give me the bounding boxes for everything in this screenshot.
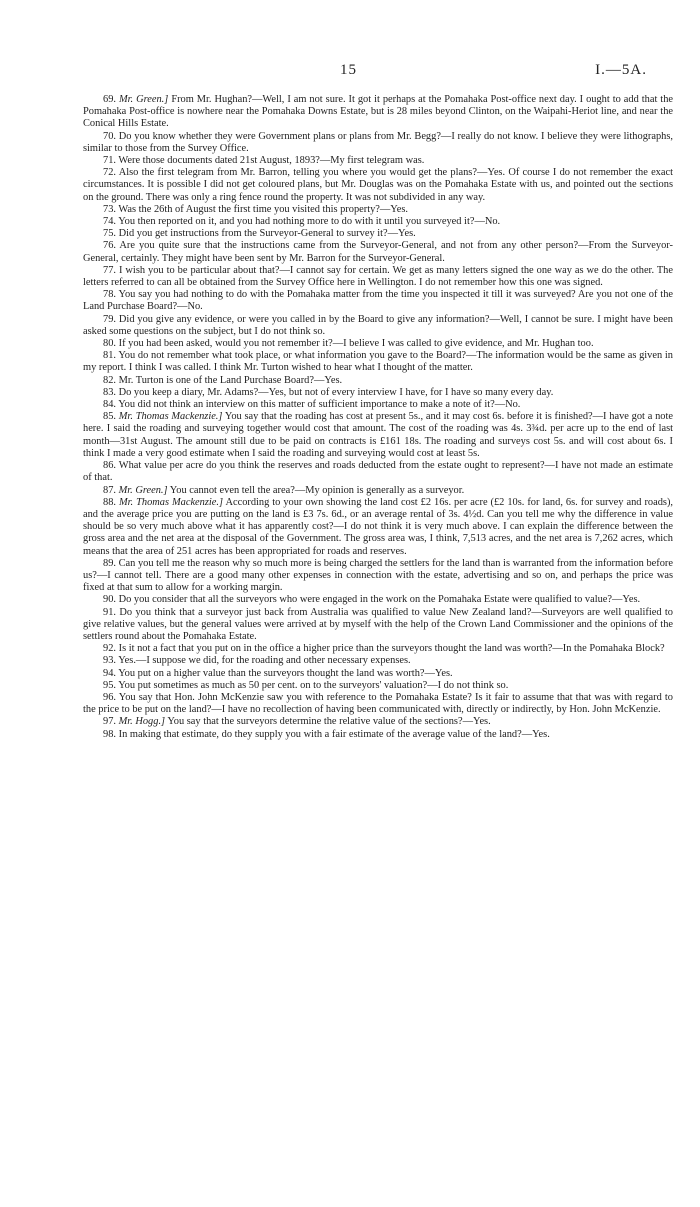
question-paragraph bbox=[83, 167, 673, 204]
question-number: 70. bbox=[103, 130, 116, 142]
question-text: Is it not a fact that you put on in the office a higher price than the surveyors thought the land was worth?—In the Pomahaka Block? bbox=[118, 643, 665, 655]
question-text: Did you get instructions from the Surveyor-General to survey it?—Yes. bbox=[118, 228, 416, 240]
question-text: Were those documents dated 21st August, 1893?—My first telegram was. bbox=[118, 155, 425, 167]
section-reference: I.—5A. bbox=[595, 62, 647, 78]
question-paragraph bbox=[83, 314, 673, 338]
question-number: 95. bbox=[103, 679, 116, 691]
question-number: 98. bbox=[103, 728, 116, 740]
question-number: 94. bbox=[103, 667, 116, 679]
question-paragraph bbox=[83, 94, 673, 131]
question-number: 78. bbox=[103, 289, 116, 301]
question-text: You put sometimes as much as 50 per cent. on to the surveyors' valuation?—I do not think so. bbox=[118, 679, 509, 691]
question-number: 89. bbox=[103, 557, 116, 569]
question-paragraph bbox=[83, 668, 673, 680]
question-paragraph bbox=[83, 375, 673, 387]
question-number: 69. bbox=[103, 94, 116, 105]
testimony-body bbox=[83, 94, 673, 741]
question-paragraph bbox=[83, 289, 673, 313]
question-paragraph bbox=[83, 558, 673, 595]
question-text: You say that the roading has cost at present 5s., and it may cost 6s. before it is finished?—I have got a note here. I said the roading and surveying together would cost that amount. The cost of the roading was 4s. 3¾d. per acre up to the end of last month—31st August. The amount still due to be paid on contracts is £161 18s. The roading and surveys cost 5s. and will cost about 6s. I think I made a very good estimate when I said the roading and surveying would cost at least 5s. bbox=[83, 411, 673, 459]
question-paragraph bbox=[83, 228, 673, 240]
question-number: 84. bbox=[103, 399, 116, 411]
question-number: 74. bbox=[103, 216, 116, 228]
page-number: 15 bbox=[340, 62, 357, 78]
question-text: Yes.—I suppose we did, for the roading and other necessary expenses. bbox=[118, 655, 411, 667]
question-text: Was the 26th of August the first time you visited this property?—Yes. bbox=[118, 203, 409, 215]
question-text: You then reported on it, and you had nothing more to do with it until you surveyed it?—No. bbox=[118, 216, 501, 228]
question-number: 82. bbox=[103, 374, 116, 386]
speaker-name: Mr. Green.] bbox=[118, 484, 168, 496]
question-number: 71. bbox=[103, 155, 116, 167]
speaker-name: Mr. Thomas Mackenzie.] bbox=[118, 496, 224, 508]
question-number: 77. bbox=[103, 264, 116, 276]
question-text: Do you keep a diary, Mr. Adams?—Yes, but not of every interview I have, for I have so many every day. bbox=[118, 386, 554, 398]
question-number: 97. bbox=[103, 716, 116, 728]
question-text: Do you think that a surveyor just back from Australia was qualified to value New Zealand land?—Surveyors are well qualified to give relative values, but the general values were arrived at by myself with the help of the Crown Land Commissioner and the opinions of the settlers round about the Pomahaka Estate. bbox=[83, 606, 673, 642]
question-text: Do you consider that all the surveyors who were engaged in the work on the Pomahaka Estate were qualified to value?—Yes. bbox=[118, 594, 641, 606]
question-text: You say that the surveyors determine the relative value of the sections?—Yes. bbox=[167, 716, 491, 728]
question-number: 83. bbox=[103, 386, 116, 398]
question-paragraph bbox=[83, 265, 673, 289]
question-text: What value per acre do you think the reserves and roads deducted from the estate ought to represent?—I have not made an estimate of that. bbox=[83, 460, 673, 484]
question-number: 72. bbox=[103, 167, 116, 179]
question-number: 81. bbox=[103, 350, 116, 362]
question-text: If you had been asked, would you not remember it?—I believe I was called to give evidence, and Mr. Hughan too. bbox=[118, 338, 594, 350]
question-text: You do not remember what took place, or what information you gave to the Board?—The information would be the same as given in my report. I think I was called. I think Mr. Turton wished to hear what I thought of the matter. bbox=[83, 350, 673, 374]
question-number: 93. bbox=[103, 655, 116, 667]
question-number: 79. bbox=[103, 313, 116, 325]
speaker-name: Mr. Green.] bbox=[118, 94, 169, 105]
question-paragraph bbox=[83, 485, 673, 497]
speaker-name: Mr. Thomas Mackenzie.] bbox=[118, 411, 223, 423]
question-paragraph bbox=[83, 155, 673, 167]
question-text: Also the first telegram from Mr. Barron, telling you where you would get the plans?—Yes. Of course I do not remember the exact circumstances. It is possible I did not get coloured plans, but Mr. Douglas was on the Pomahaka Estate with us, and pointed out the sections on the ground. There was only a ring fence round the property. It was not subdivided in any way. bbox=[83, 167, 673, 203]
question-paragraph bbox=[83, 692, 673, 716]
question-paragraph bbox=[83, 655, 673, 667]
question-paragraph bbox=[83, 680, 673, 692]
question-number: 96. bbox=[103, 691, 116, 703]
question-text: Are you quite sure that the instructions came from the Surveyor-General, and not from any other person?—From the Surveyor-General, certainly. They might have been sent by Mr. Barron for the Surveyor-General. bbox=[83, 240, 673, 264]
question-paragraph bbox=[83, 338, 673, 350]
question-text: I wish you to be particular about that?—I cannot say for certain. We get as many letters signed the one way as we do the other. The letters referred to can all be obtained from the Survey Office here in Wellington. I do not remember how this one was signed. bbox=[83, 264, 673, 289]
question-paragraph bbox=[83, 607, 673, 644]
question-number: 87. bbox=[103, 484, 116, 496]
question-paragraph bbox=[83, 460, 673, 484]
question-paragraph bbox=[83, 240, 673, 264]
question-text: You say you had nothing to do with the Pomahaka matter from the time you inspected it till it was surveyed? Are you not one of the Land Purchase Board?—No. bbox=[83, 289, 674, 313]
question-text: You say that Hon. John McKenzie saw you with reference to the Pomahaka Estate? Is it fair to assume that that was with regard to the price to be put on the land?—I have no recollection of having been communicated with, directly or indirectly, by Hon. John McKenzie. bbox=[83, 691, 673, 716]
question-text: You put on a higher value than the surveyors thought the land was worth?—Yes. bbox=[118, 667, 453, 679]
question-paragraph bbox=[83, 216, 673, 228]
question-paragraph bbox=[83, 411, 673, 460]
question-paragraph bbox=[83, 387, 673, 399]
question-paragraph bbox=[83, 350, 673, 374]
question-paragraph bbox=[83, 399, 673, 411]
question-number: 80. bbox=[103, 338, 116, 350]
question-paragraph bbox=[83, 643, 673, 655]
question-number: 88. bbox=[103, 496, 116, 508]
question-number: 86. bbox=[103, 460, 116, 472]
question-number: 76. bbox=[103, 240, 116, 252]
question-paragraph bbox=[83, 729, 673, 741]
question-paragraph bbox=[83, 497, 673, 558]
question-text: Do you know whether they were Government plans or plans from Mr. Begg?—I really do not know. I believe they were lithographs, similar to those from the Survey Office. bbox=[83, 130, 673, 154]
page-header bbox=[0, 62, 700, 80]
question-number: 90. bbox=[103, 594, 116, 606]
question-text: From Mr. Hughan?—Well, I am not sure. It got it perhaps at the Pomahaka Post-office next day. I ought to add that the Pomahaka Post-office is nowhere near the Pomahaka Downs Estate, but is 28 miles beyond Clinton, on the Waipahi-Heriot line, and near the Conical Hills Estate. bbox=[83, 94, 673, 130]
question-text: You did not think an interview on this matter of sufficient importance to make a note of it?—No. bbox=[118, 399, 521, 411]
question-number: 75. bbox=[103, 228, 116, 240]
question-text: Can you tell me the reason why so much more is being charged the settlers for the land than is warranted from the information before us?—I cannot tell. There are a good many other expenses in connection with the estate, advertising and so on, and perhaps the price was fixed at that sum to allow for a working margin. bbox=[83, 557, 673, 594]
question-text: Did you give any evidence, or were you called in by the Board to give any information?—Well, I cannot be sure. I might have been asked some questions on the subject, but I do not think so. bbox=[83, 313, 673, 337]
question-paragraph bbox=[83, 204, 673, 216]
question-number: 92. bbox=[103, 643, 116, 655]
question-number: 91. bbox=[103, 606, 116, 618]
question-text: Mr. Turton is one of the Land Purchase Board?—Yes. bbox=[118, 374, 343, 386]
question-paragraph bbox=[83, 594, 673, 606]
question-paragraph bbox=[83, 131, 673, 155]
question-paragraph bbox=[83, 716, 673, 728]
question-number: 73. bbox=[103, 203, 116, 215]
question-text: According to your own showing the land cost £2 16s. per acre (£2 10s. for land, 6s. for survey and roads), and the average price you are putting on the land is £3 7s. 6d., or an average rental of 3s. 4½d. Can you tell me why the difference in value should be so very much above what it has apparently cost?—I do not think it is very much above. I can explain the difference between the gross area and the net area at the disposal of the Government. The gross area was, I think, 7,513 acres, and the net area is 7,262 acres, which means that the area of 251 acres has been appropriated for roads and reserves. bbox=[83, 496, 674, 557]
question-number: 85. bbox=[103, 411, 116, 423]
question-text: In making that estimate, do they supply you with a fair estimate of the average value of the land?—Yes. bbox=[118, 728, 550, 740]
speaker-name: Mr. Hogg.] bbox=[118, 716, 166, 728]
question-text: You cannot even tell the area?—My opinion is generally as a surveyor. bbox=[169, 484, 465, 496]
